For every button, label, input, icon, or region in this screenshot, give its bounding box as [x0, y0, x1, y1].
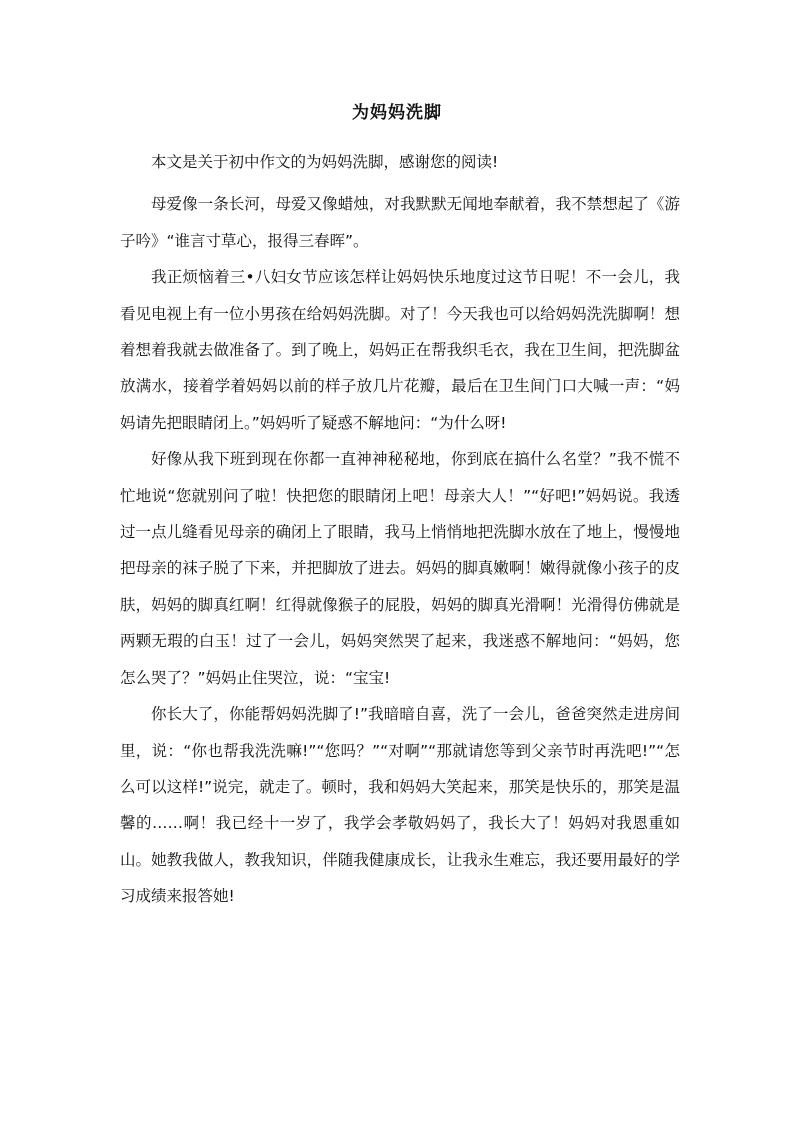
paragraph-grown-up: 你长大了，你能帮妈妈洗脚了!”我暗暗自喜，洗了一会儿，爸爸突然走进房间里，说：“你也帮我洗洗嘛!”“您吗？”“对啊”“那就请您等到父亲节时再洗吧!”“怎么可以这样!”说完，就走了。顿时，我和妈妈大笑起来，那笑是快乐的，那笑是温馨的……啊！我已经十一岁了，我学会孝敬妈妈了，我长大了！妈妈对我恩重如山。她教我做人，教我知识，伴随我健康成长，让我永生难忘，我还要用最好的学习成绩来报答她! [120, 705, 680, 906]
document-body [120, 144, 680, 915]
paragraph-foot-washing: 好像从我下班到现在你都一直神神秘秘地，你到底在搞什么名堂？”我不慌不忙地说“您就别问了啦！快把您的眼睛闭上吧！母亲大人！”“好吧!”妈妈说。我透过一点儿缝看见母亲的确闭上了眼睛，我马上悄悄地把洗脚水放在了地上，慢慢地把母亲的袜子脱了下来，并把脚放了进去。妈妈的脚真嫩啊！嫩得就像小孩子的皮肤，妈妈的脚真红啊！红得就像猴子的屁股，妈妈的脚真光滑啊！光滑得仿佛就是两颗无瑕的白玉！过了一会儿，妈妈突然哭了起来，我迷惑不解地问：“妈妈，您怎么哭了？”妈妈止住哭泣，说：“宝宝! [120, 450, 680, 687]
document-title: 为妈妈洗脚 [352, 103, 442, 123]
paragraph-intro: 本文是关于初中作文的为妈妈洗脚，感谢您的阅读! [151, 153, 499, 171]
paragraph-womens-day: 我正烦恼着三•八妇女节应该怎样让妈妈快乐地度过这节日呢！不一会儿，我看见电视上有一位小男孩在给妈妈洗脚。对了！今天我也可以给妈妈洗洗脚啊！想着想着我就去做准备了。到了晚上，妈妈正在帮我织毛衣，我在卫生间，把洗脚盆放满水，接着学着妈妈以前的样子放几片花瓣，最后在卫生间门口大喊一声：“妈妈请先把眼睛闭上。”妈妈听了疑惑不解地问：“为什么呀! [120, 268, 680, 432]
paragraph-mother-love: 母爱像一条长河，母爱又像蜡烛，对我默默无闻地奉献着，我不禁想起了《游子吟》“谁言寸草心，报得三春晖”。 [120, 195, 680, 250]
